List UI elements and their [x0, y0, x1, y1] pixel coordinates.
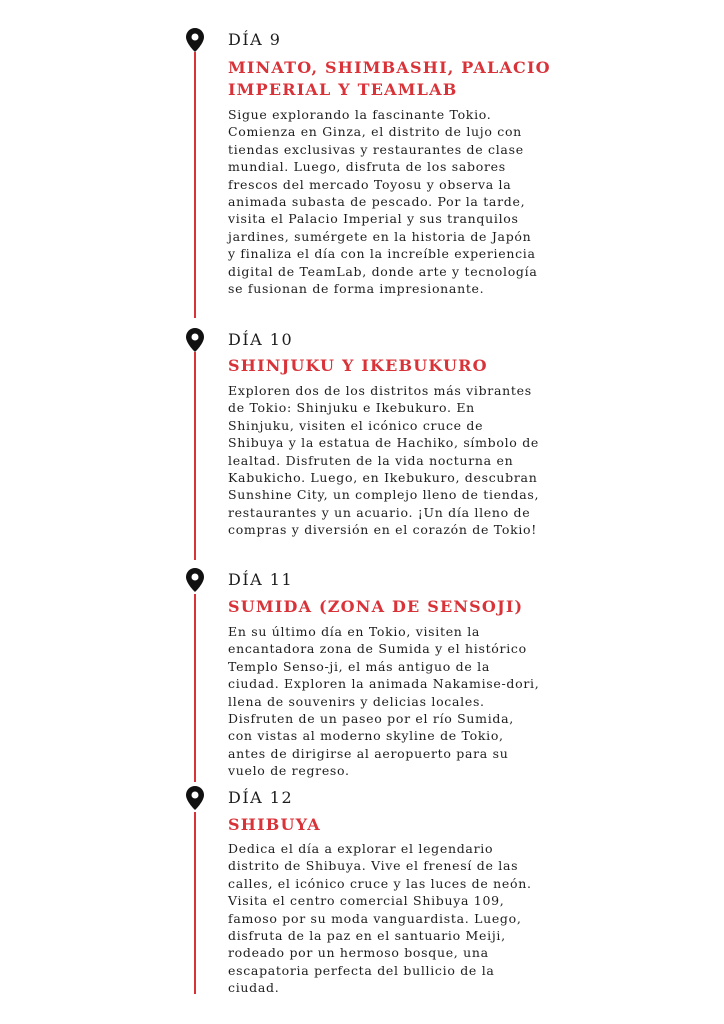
day-description: Sigue explorando la fascinante Tokio. Comienza en Ginza, el distrito de lujo con tiendas exclusivas y restaurantes de clase mundial. Luego, disfruta de los sabores frescos del mercado Toyosu y observa la animada subasta de pescado. Por la tarde, visita el Palacio Imperial y sus tranquilos jardines, sumérgete en la historia de Japón y finaliza el día con la increíble experiencia digital de TeamLab, donde arte y tecnología se fusionan de forma impresionante.	[228, 107, 538, 297]
day-label: DÍA 11	[228, 570, 294, 589]
day-description: Dedica el día a explorar el legendario distrito de Shibuya. Vive el frenesí de las calles, el icónico cruce y las luces de neón. Visita el centro comercial Shibuya 109, famoso por su moda vanguardista. Luego, disfruta de la paz en el santuario Meiji, rodeado por un hermoso bosque, una escapatoria perfecta del bullicio de la ciudad.	[228, 841, 532, 996]
day-description: En su último día en Tokio, visiten la encantadora zona de Sumida y el histórico Templo Senso-ji, el más antiguo de la ciudad. Exploren la animada Nakamise-dori, llena de souvenirs y delicias locales. Disfruten de un paseo por el río Sumida, con vistas al moderno skyline de Tokio, antes de dirigirse al aeropuerto para su vuelo de regreso.	[228, 624, 540, 779]
timeline-segment-1	[194, 52, 196, 318]
map-pin-icon	[186, 786, 204, 810]
map-pin-icon	[186, 568, 204, 592]
day-label: DÍA 12	[228, 788, 294, 807]
day-label: DÍA 9	[228, 30, 282, 49]
day-title: MINATO, SHIMBASHI, PALACIO IMPERIAL Y TEAMLAB	[228, 58, 551, 99]
day-label: DÍA 10	[228, 330, 294, 349]
day-title: SUMIDA (ZONA DE SENSOJI)	[228, 597, 524, 616]
timeline-segment-4	[194, 812, 196, 994]
day-title: SHIBUYA	[228, 815, 321, 834]
day-description: Exploren dos de los distritos más vibrantes de Tokio: Shinjuku e Ikebukuro. En Shinjuku, visiten el icónico cruce de Shibuya y la estatua de Hachiko, símbolo de lealtad. Disfruten de la vida nocturna en Kabukicho. Luego, en Ikebukuro, descubran Sunshine City, un complejo lleno de tiendas, restaurantes y un acuario. ¡Un día lleno de compras y diversión en el corazón de Tokio!	[228, 383, 540, 538]
day-title: SHINJUKU Y IKEBUKURO	[228, 356, 488, 375]
map-pin-icon	[186, 328, 204, 352]
map-pin-icon	[186, 28, 204, 52]
timeline-segment-3	[194, 594, 196, 782]
timeline-segment-2	[194, 352, 196, 560]
